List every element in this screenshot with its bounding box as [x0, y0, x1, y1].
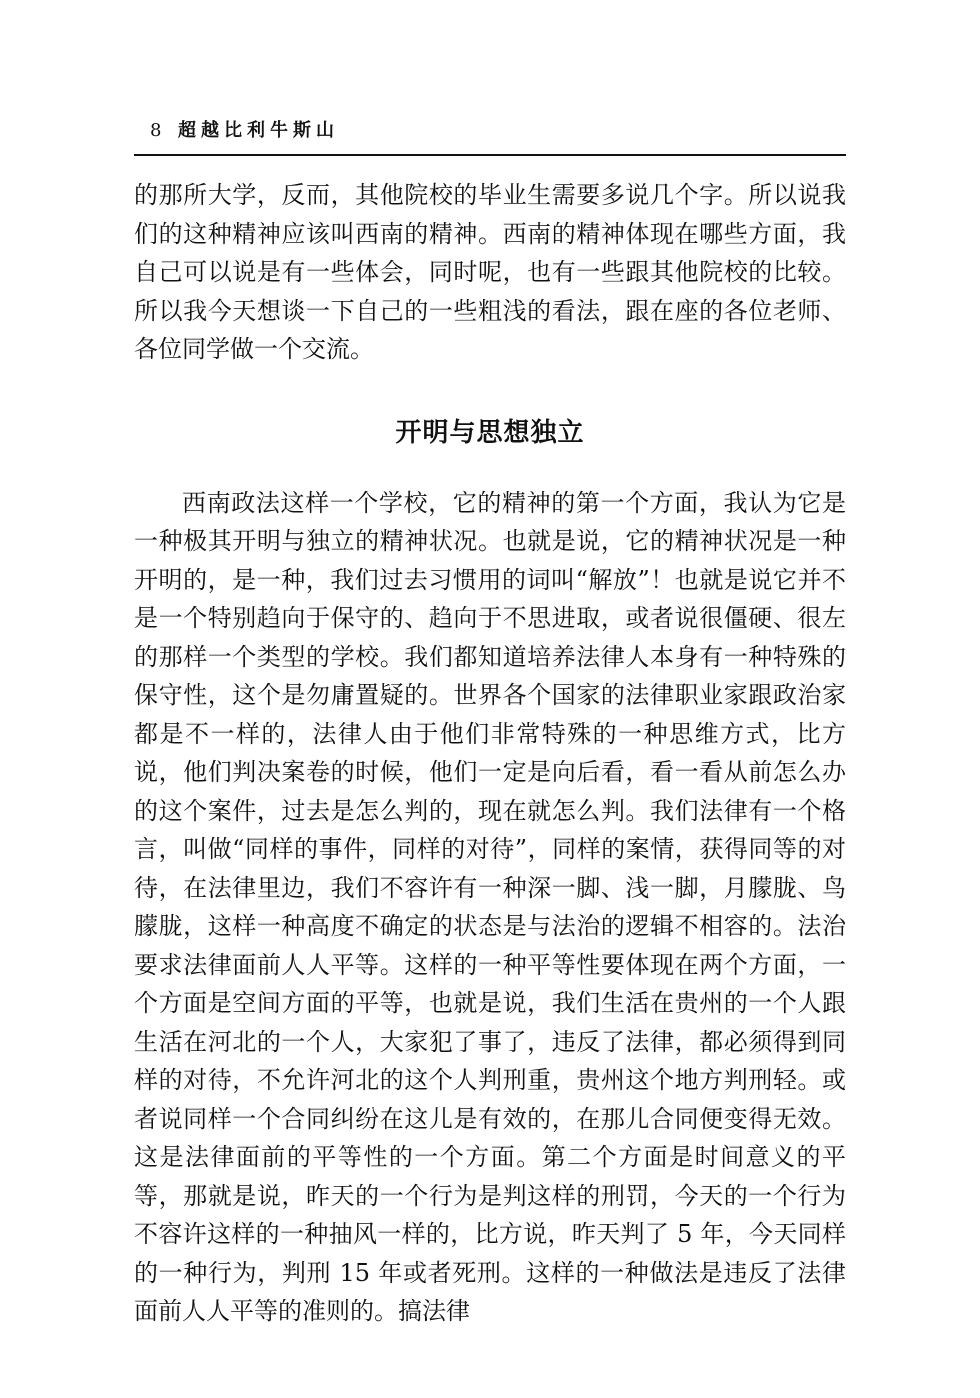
paragraph-2: 西南政法这样一个学校，它的精神的第一个方面，我认为它是一种极其开明与独立的精神状况。也就是说，它的精神状况是一种开明的，是一种，我们过去习惯用的词叫“解放”！也就是说它并不是一个特别趋向于保守的、趋向于不思进取，或者说很僵硬、很左的那样一个类型的学校。我们都知道培养法律人本身有一种特殊的保守性，这个是勿庸置疑的。世界各个国家的法律职业家跟政治家都是不一样的，法律人由于他们非常特殊的一种思维方式，比方说，他们判决案卷的时候，他们一定是向后看，看一看从前怎么办的这个案件，过去是怎么判的，现在就怎么判。我们法律有一个格言，叫做“同样的事件，同样的对待”，同样的案情，获得同等的对待，在法律里边，我们不容许有一种深一脚、浅一脚，月朦胧、鸟朦胧，这样一种高度不确定的状态是与法治的逻辑不相容的。法治要求法律面前人人平等。这样的一种平等性要体现在两个方面，一个方面是空间方面的平等，也就是说，我们生活在贵州的一个人跟生活在河北的一个人，大家犯了事了，违反了法律，都必须得到同样的对待，不允许河北的这个人判刑重，贵州这个地方判刑轻。或者说同样一个合同纠纷在这儿是有效的，在那儿合同便变得无效。这是法律面前的平等性的一个方面。第二个方面是时间意义的平等，那就是说，昨天的一个行为是判这样的刑罚，今天的一个行为不容许这样的一种抽风一样的，比方说，昨天判了 5 年，今天同样的一种行为，判刑 15 年或者死刑。这样的一种做法是违反了法律面前人人平等的准则的。搞法律: [134, 488, 846, 1325]
section-title: 开明与思想独立: [395, 417, 585, 448]
running-header: [150, 120, 339, 142]
header-rule: [134, 154, 846, 156]
page-content: [134, 176, 846, 1331]
book-title: 超越比利牛斯山: [178, 120, 339, 141]
paragraph-1: 的那所大学，反而，其他院校的毕业生需要多说几个字。所以说我们的这种精神应该叫西南的精神。西南的精神体现在哪些方面，我自己可以说是有一些体会，同时呢，也有一些跟其他院校的比较。所以我今天想谈一下自己的一些粗浅的看法，跟在座的各位老师、各位同学做一个交流。: [134, 181, 846, 363]
page-number: 8: [150, 120, 162, 141]
